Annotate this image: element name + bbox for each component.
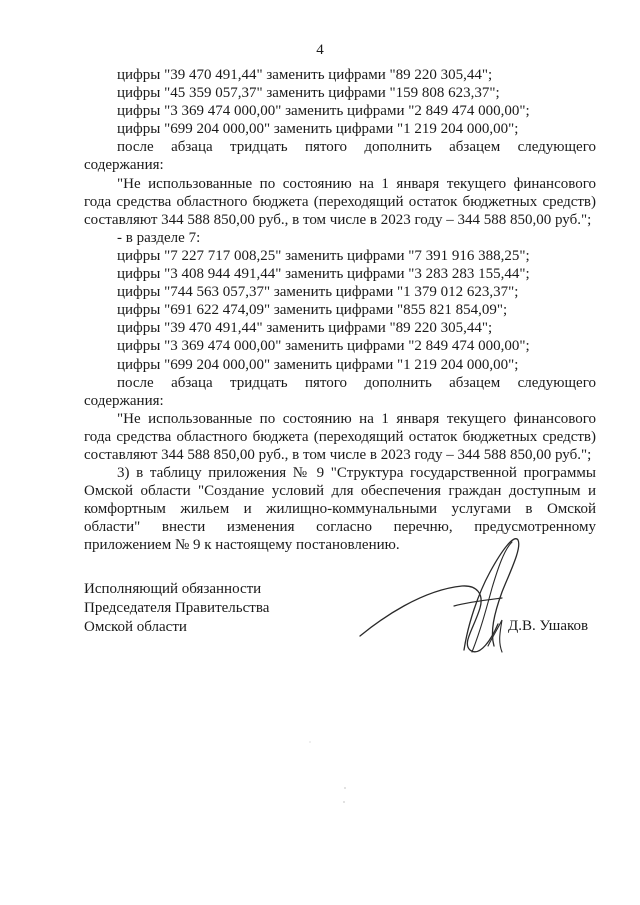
text-line: "Не использованные по состоянию на 1 января текущего финансового [117, 410, 596, 427]
text-line: цифры "39 470 491,44" заменить цифрами "89 220 305,44"; [117, 320, 493, 337]
text-line: - в разделе 7: [117, 229, 201, 246]
signer-position-line: Председателя Правительства [84, 600, 270, 616]
text-line: составляют 344 588 850,00 руб., в том числе в 2023 году – 344 588 850,00 руб."; [84, 211, 592, 228]
text-line: цифры "39 470 491,44" заменить цифрами "89 220 305,44"; [117, 67, 493, 83]
text-line: цифры "3 369 474 000,00" заменить цифрами "2 849 474 000,00"; [117, 103, 530, 120]
signer-name: Д.В. Ушаков [508, 618, 589, 634]
page-number: 4 [316, 42, 324, 58]
text-line: года средства областного бюджета (переходящий остаток бюджетных средств) [84, 193, 596, 210]
text-line: цифры "691 622 474,09" заменить цифрами "855 821 854,09"; [117, 302, 508, 319]
text-line: приложением № 9 к настоящему постановлению. [84, 537, 400, 554]
text-line: Омской области "Создание условий для обеспечения граждан доступным и [84, 483, 596, 500]
text-line: содержания: [84, 157, 164, 174]
handwritten-signature [352, 528, 527, 668]
text-line: "Не использованные по состоянию на 1 января текущего финансового [117, 175, 596, 192]
text-line: после абзаца тридцать пятого дополнить абзацем следующего [117, 139, 596, 156]
signer-position-line: Исполняющий обязанности [84, 581, 262, 597]
text-line: года средства областного бюджета (переходящий остаток бюджетных средств) [84, 428, 596, 445]
text-line: цифры "45 359 057,37" заменить цифрами "159 808 623,37"; [117, 85, 500, 102]
text-line: цифры "699 204 000,00" заменить цифрами "1 219 204 000,00"; [117, 356, 519, 373]
signer-position [84, 580, 269, 637]
text-line: 3) в таблицу приложения № 9 "Структура государственной программы [117, 465, 596, 482]
signer-position-line: Омской области [84, 619, 187, 635]
text-line: цифры "699 204 000,00" заменить цифрами "1 219 204 000,00"; [117, 121, 519, 138]
text-line: составляют 344 588 850,00 руб., в том числе в 2023 году – 344 588 850,00 руб."; [84, 446, 592, 463]
text-line: области" внести изменения согласно перечню, предусмотренному [84, 519, 596, 536]
text-line: после абзаца тридцать пятого дополнить абзацем следующего [117, 374, 596, 391]
text-line: цифры "7 227 717 008,25" заменить цифрами "7 391 916 388,25"; [117, 247, 530, 264]
text-line: цифры "744 563 057,37" заменить цифрами "1 379 012 623,37"; [117, 284, 519, 301]
text-line: содержания: [84, 392, 164, 409]
text-line: цифры "3 369 474 000,00" заменить цифрами "2 849 474 000,00"; [117, 338, 530, 355]
text-line: цифры "3 408 944 491,44" заменить цифрами "3 283 283 155,44"; [117, 266, 530, 283]
document-body [84, 66, 596, 555]
text-line: комфортным жильем и жилищно-коммунальными услугами в Омской [84, 501, 596, 518]
